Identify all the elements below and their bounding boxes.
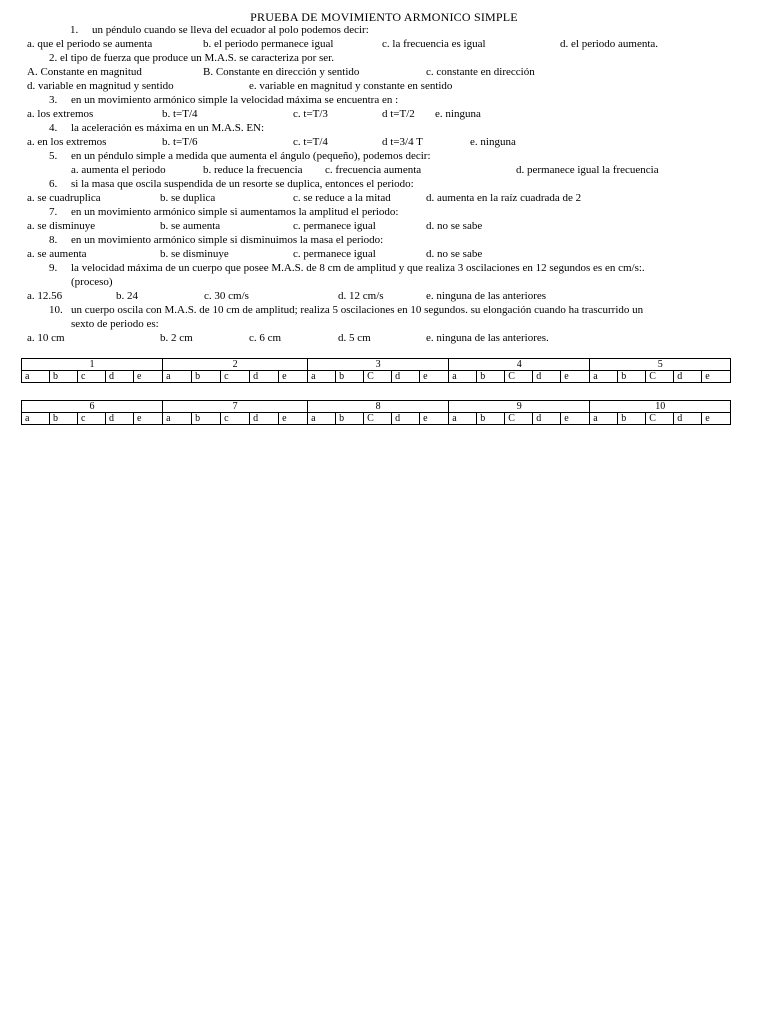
answer-cell[interactable]: c (78, 371, 106, 383)
answer-cell[interactable]: e (561, 413, 590, 425)
answer-cell[interactable]: a (308, 413, 336, 425)
q10-option-e: e. ninguna de las anteriores. (426, 332, 549, 344)
q1-option-a: a. que el periodo se aumenta (27, 38, 153, 50)
answer-cell[interactable]: b (618, 371, 646, 383)
answer-cell[interactable]: d (533, 371, 561, 383)
question-number-cell: 4 (449, 359, 590, 371)
answer-cell[interactable]: d (392, 413, 420, 425)
answer-cell[interactable]: d (250, 413, 279, 425)
q4-option-d: d t=3/4 T (382, 136, 423, 148)
question-number-cell: 7 (163, 401, 308, 413)
answer-cell[interactable]: d (106, 413, 134, 425)
answer-cell[interactable]: d (533, 413, 561, 425)
question-10-text-cont: sexto de periodo es: (71, 318, 159, 330)
q8-option-a: a. se aumenta (27, 248, 87, 260)
answer-cell[interactable]: b (50, 371, 78, 383)
q10-option-d: d. 5 cm (338, 332, 371, 344)
answer-cell[interactable]: b (192, 413, 221, 425)
q5-option-c: c. frecuencia aumenta (325, 164, 422, 176)
answer-cell[interactable]: b (477, 413, 505, 425)
answer-cell[interactable]: a (590, 371, 618, 383)
q5-option-a: a. aumenta el periodo (71, 164, 166, 176)
q9-option-b: b. 24 (116, 290, 138, 302)
question-7-text: 7. en un movimiento armónico simple si aumentamos la amplitud el periodo: (49, 206, 399, 218)
answer-cell[interactable]: e (279, 371, 308, 383)
answer-cell[interactable]: C (505, 413, 533, 425)
answer-grid-1-5 (21, 358, 731, 383)
answer-grid-header-row (22, 359, 731, 371)
q9-option-e: e. ninguna de las anteriores (426, 290, 547, 302)
q4-option-c: c. t=T/4 (293, 136, 328, 148)
answer-cell[interactable]: a (22, 371, 50, 383)
question-3-text: 3. en un movimiento armónico simple la velocidad máxima se encuentra en : (49, 94, 399, 106)
question-number-cell: 5 (590, 359, 731, 371)
question-number-cell: 1 (22, 359, 163, 371)
question-5-text: 5. en un péndulo simple a medida que aumenta el ángulo (pequeño), podemos decir: (49, 150, 431, 162)
answer-cell[interactable]: b (336, 413, 364, 425)
question-number-cell: 9 (449, 401, 590, 413)
q1-option-d: d. el periodo aumenta. (560, 38, 659, 50)
answer-cell[interactable]: b (336, 371, 364, 383)
q1-option-b: b. el periodo permanece igual (203, 38, 334, 50)
answer-cell[interactable]: b (477, 371, 505, 383)
answer-cell[interactable]: C (646, 413, 674, 425)
q3-option-a: a. los extremos (27, 108, 94, 120)
q6-option-a: a. se cuadruplica (27, 192, 101, 204)
answer-cell[interactable]: e (279, 413, 308, 425)
answer-cell[interactable]: a (163, 413, 192, 425)
question-10-text: 10. un cuerpo oscila con M.A.S. de 10 cm de amplitud; realiza 5 oscilaciones en 10 segundos. su elongación cuando ha trascurrido un (49, 304, 644, 316)
q3-option-c: c. t=T/3 (293, 108, 328, 120)
answer-cell[interactable]: e (134, 413, 163, 425)
q6-option-d: d. aumenta en la raíz cuadrada de 2 (426, 192, 582, 204)
q7-option-a: a. se disminuye (27, 220, 96, 232)
q6-option-c: c. se reduce a la mitad (293, 192, 391, 204)
answer-cell[interactable]: a (308, 371, 336, 383)
q5-option-b: b. reduce la frecuencia (203, 164, 303, 176)
question-number-cell: 3 (308, 359, 449, 371)
q10-option-b: b. 2 cm (160, 332, 193, 344)
q2-option-d: d. variable en magnitud y sentido (27, 80, 174, 92)
page-title: PRUEBA DE MOVIMIENTO ARMONICO SIMPLE (250, 10, 518, 24)
q9-option-a: a. 12.56 (27, 290, 63, 302)
question-number-cell: 8 (308, 401, 449, 413)
q4-option-e: e. ninguna (470, 136, 516, 148)
q1-option-c: c. la frecuencia es igual (382, 38, 486, 50)
q2-option-a: A. Constante en magnitud (27, 66, 142, 78)
q8-option-c: c. permanece igual (293, 248, 376, 260)
answer-cell[interactable]: c (78, 413, 106, 425)
q8-option-d: d. no se sabe (426, 248, 483, 260)
answer-cell[interactable]: d (674, 371, 702, 383)
q2-option-e: e. variable en magnitud y constante en sentido (249, 80, 453, 92)
answer-cell[interactable]: a (163, 371, 192, 383)
answer-cell[interactable]: a (590, 413, 618, 425)
question-4-text: 4. la aceleración es máxima en un M.A.S. EN: (49, 122, 265, 134)
q3-option-e: e. ninguna (435, 108, 481, 120)
answer-grid-letters-row (22, 413, 731, 425)
answer-cell[interactable]: b (618, 413, 646, 425)
question-9-text-cont: (proceso) (71, 276, 113, 288)
q10-option-c: c. 6 cm (249, 332, 282, 344)
answer-cell[interactable]: e (702, 413, 731, 425)
q7-option-c: c. permanece igual (293, 220, 376, 232)
answer-grid-6-10 (21, 400, 731, 425)
answer-cell[interactable]: e (420, 371, 449, 383)
answer-cell[interactable]: a (449, 413, 477, 425)
answer-cell[interactable]: e (420, 413, 449, 425)
answer-cell[interactable]: d (106, 371, 134, 383)
q9-option-d: d. 12 cm/s (338, 290, 384, 302)
q9-option-c: c. 30 cm/s (204, 290, 249, 302)
answer-cell[interactable]: b (192, 371, 221, 383)
answer-grid-letters-row (22, 371, 731, 383)
q8-option-b: b. se disminuye (160, 248, 229, 260)
q7-option-b: b. se aumenta (160, 220, 221, 232)
question-8-text: 8. en un movimiento armónico simple si disminuimos la masa el periodo: (49, 234, 384, 246)
answer-cell[interactable]: a (449, 371, 477, 383)
question-1-text: 1. un péndulo cuando se lleva del ecuador al polo podemos decir: (70, 24, 369, 36)
q6-option-b: b. se duplica (160, 192, 216, 204)
q4-option-a: a. en los extremos (27, 136, 107, 148)
answer-cell[interactable]: C (505, 371, 533, 383)
question-9-text: 9. la velocidad máxima de un cuerpo que posee M.A.S. de 8 cm de amplitud y que realiza 3 oscilaciones en 12 segundos es en cm/s:. (49, 262, 645, 274)
answer-cell[interactable]: e (702, 371, 731, 383)
answer-cell[interactable]: d (392, 371, 420, 383)
q3-option-b: b. t=T/4 (162, 108, 198, 120)
answer-cell[interactable]: C (364, 371, 392, 383)
question-2-text: 2. el tipo de fuerza que produce un M.A.S. se caracteriza por ser. (49, 52, 334, 64)
q4-option-b: b. t=T/6 (162, 136, 198, 148)
q2-option-c: c. constante en dirección (426, 66, 535, 78)
q7-option-d: d. no se sabe (426, 220, 483, 232)
q3-option-d: d t=T/2 (382, 108, 415, 120)
q10-option-a: a. 10 cm (27, 332, 65, 344)
question-number-cell: 6 (22, 401, 163, 413)
answer-cell[interactable]: e (134, 371, 163, 383)
answer-cell[interactable]: c (221, 413, 250, 425)
question-number-cell: 2 (163, 359, 308, 371)
q2-option-b: B. Constante en dirección y sentido (203, 66, 360, 78)
answer-grid-header-row (22, 401, 731, 413)
answer-cell[interactable]: C (364, 413, 392, 425)
answer-cell[interactable]: b (50, 413, 78, 425)
answer-cell[interactable]: d (674, 413, 702, 425)
answer-cell[interactable]: a (22, 413, 50, 425)
question-number-cell: 10 (590, 401, 731, 413)
q5-option-d: d. permanece igual la frecuencia (516, 164, 659, 176)
question-6-text: 6. si la masa que oscila suspendida de un resorte se duplica, entonces el periodo: (49, 178, 414, 190)
answer-cell[interactable]: C (646, 371, 674, 383)
answer-cell[interactable]: d (250, 371, 279, 383)
answer-cell[interactable]: c (221, 371, 250, 383)
answer-cell[interactable]: e (561, 371, 590, 383)
